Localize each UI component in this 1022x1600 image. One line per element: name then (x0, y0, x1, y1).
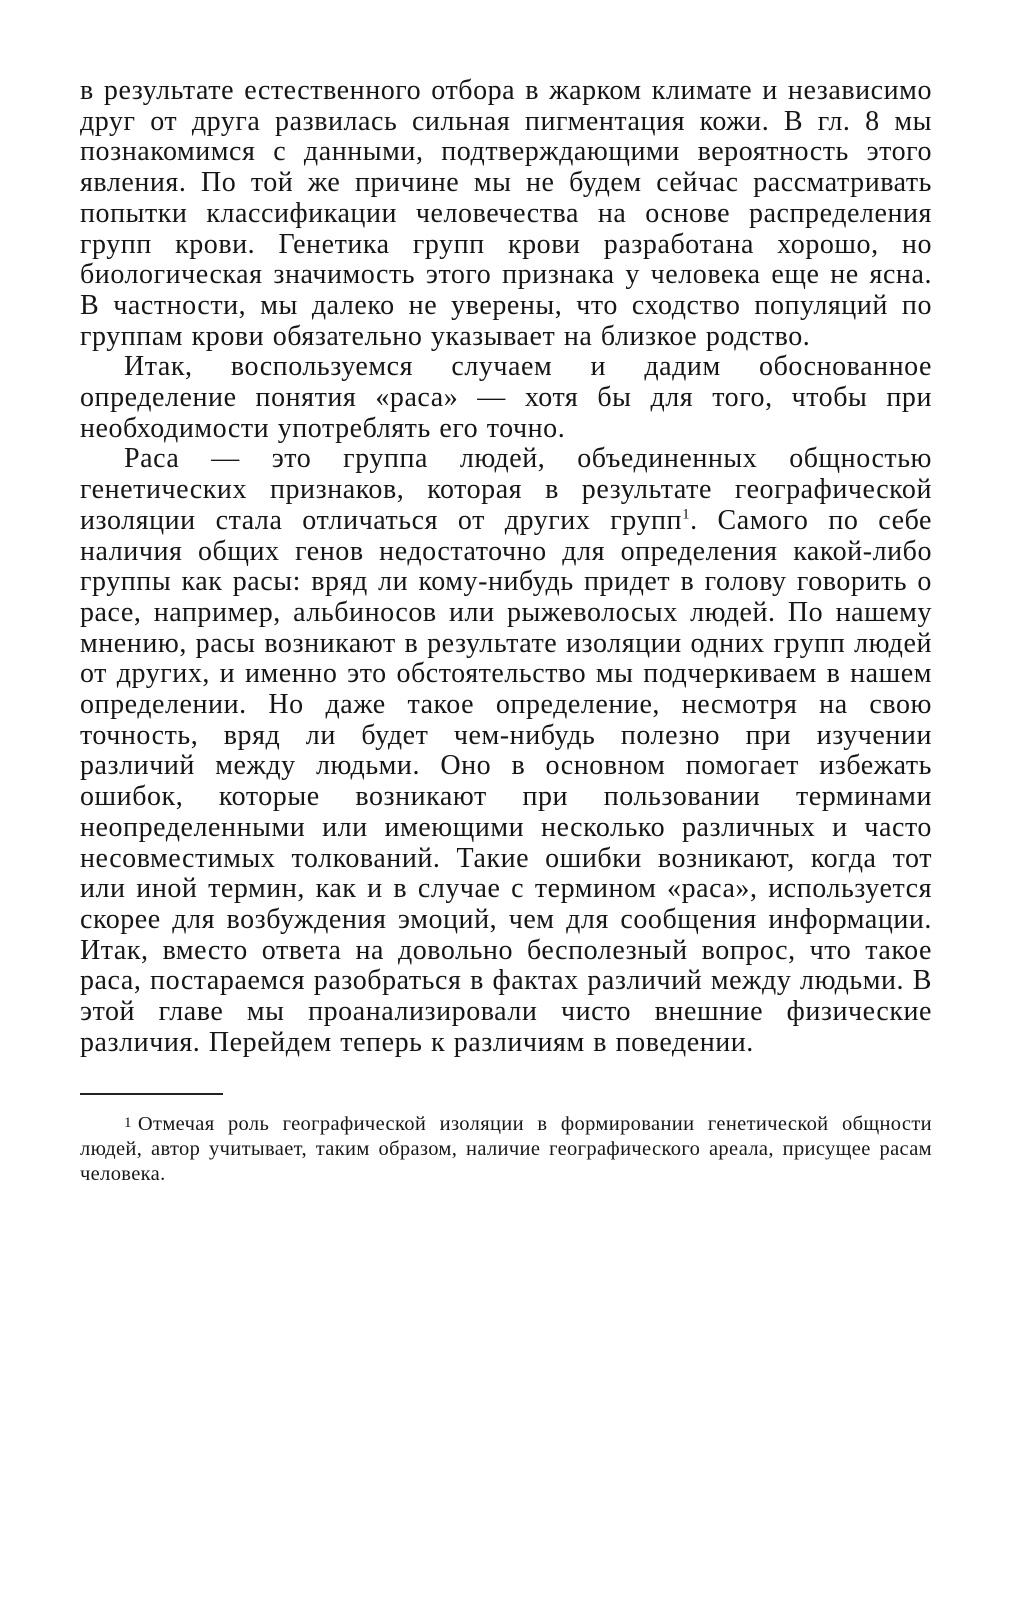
paragraph-3-part-b: . Самого по себе наличия общих генов недостаточно для определения какой-либо группы как расы: вряд ли кому-нибудь придет в голову говорить о расе, например, альбиносов или рыжеволосых людей. По нашему мнению, расы возникают в результате изоляции одних групп людей от других, и именно это обстоятельство мы подчеркиваем в нашем определении. Но даже такое определение, несмотря на свою точность, вряд ли будет чем-нибудь полезно при изучении различий между людьми. Оно в основном помогает избежать ошибок, которые возникают при пользовании терминами неопределенными или имеющими несколько различных и часто несовместимых толкований. Такие ошибки возникают, когда тот или иной термин, как и в случае с термином «раса», используется скорее для возбуждения эмоций, чем для сообщения информации. Итак, вместо ответа на довольно бесполезный вопрос, что такое раса, постараемся разобраться в фактах различий между людьми. В этой главе мы проанализировали чисто внешние физические различия. Перейдем теперь к различиям в поведении. (80, 504, 932, 1058)
main-text (80, 76, 932, 1059)
footnote-text: Отмечая роль географической изоляции в формировании генетической общности людей, автор учитывает, таким образом, наличие географического ареала, присущее расам человека. (80, 1112, 932, 1185)
paragraph-2: Итак, воспользуемся случаем и дадим обоснованное определение понятия «раса» — хотя бы для того, чтобы при необходимости употреблять его точно. (80, 351, 932, 444)
footnote-divider (80, 1093, 223, 1095)
paragraph-3 (80, 444, 932, 1058)
paragraph-1: в результате естественного отбора в жарком климате и независимо друг от друга развилась сильная пигментация кожи. В гл. 8 мы познакомимся с данными, подтверждающими вероятность этого явления. По той же причине мы не будем сейчас рассматривать попытки классификации человечества на основе распределения групп крови. Генетика групп крови разработана хорошо, но биологическая значимость этого признака у человека еще не ясна. В частности, мы далеко не уверены, что сходство популяций по группам крови обязательно указывает на близкое родство. (80, 75, 932, 352)
paragraph-3-part-a: Раса — это группа людей, объединенных общностью генетических признаков, которая в результате географической изоляции стала отличаться от других групп (80, 443, 932, 536)
book-page (80, 76, 932, 1187)
footnote (80, 1111, 932, 1187)
footnote-reference[interactable]: 1 (682, 506, 691, 523)
footnote-mark: 1 (124, 1114, 132, 1131)
